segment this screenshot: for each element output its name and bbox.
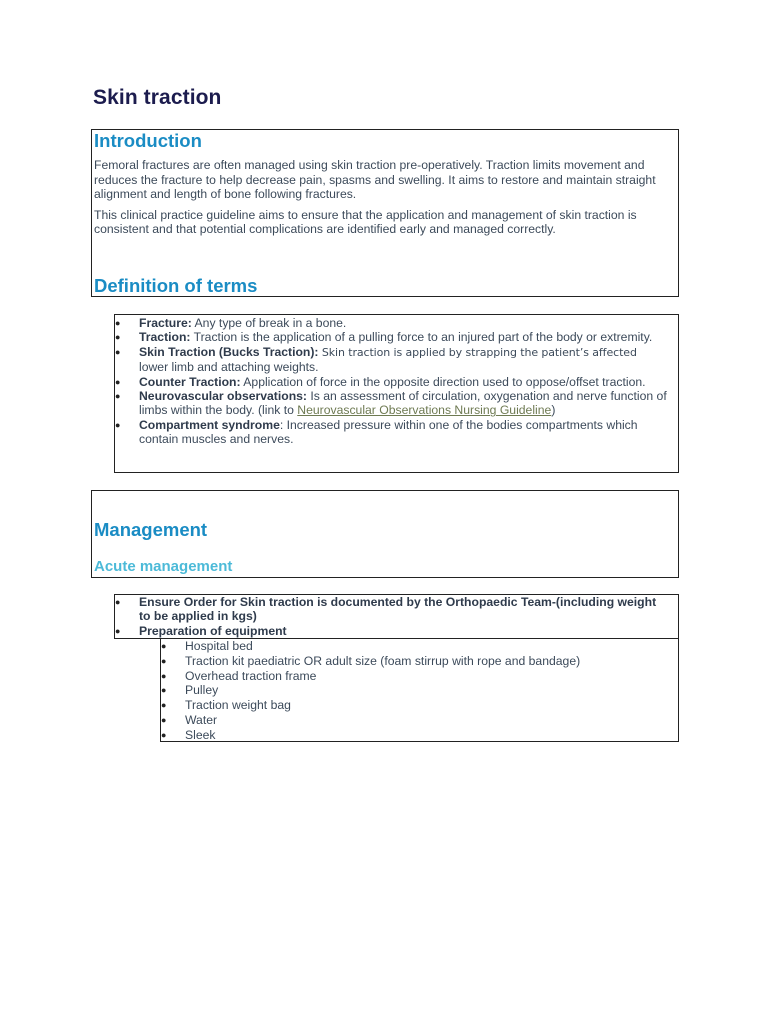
definition-item [115, 344, 674, 375]
bullet-icon: ● [115, 597, 121, 607]
bullet-icon: ● [161, 670, 167, 681]
equipment-item-text: Pulley [185, 683, 219, 698]
introduction-heading: Introduction [94, 130, 202, 151]
equipment-item-text: Traction kit paediatric OR adult size (foam stirrup with rope and bandage) [185, 653, 581, 668]
definition-text-end: ) [551, 403, 556, 418]
bullet-icon: ● [161, 700, 167, 711]
equipment-item-text: Hospital bed [185, 639, 253, 653]
definition-term: Neurovascular observations: [139, 389, 307, 404]
acute-item [115, 623, 659, 638]
bullet-icon: ● [161, 714, 167, 725]
definition-text: Is an assessment of circulation, oxygenation and nerve function of limbs within the body. (link to [139, 389, 667, 418]
equipment-item-text: Overhead traction frame [185, 668, 317, 683]
definition-text: Skin traction is applied by strapping the patient’s affected [318, 345, 637, 359]
bullet-icon: ● [115, 419, 121, 430]
acute-item-text: Ensure Order for Skin traction is documented by the Orthopaedic Team-(including weight to be applied in kgs) [139, 595, 657, 624]
neurovascular-guideline-link[interactable]: Neurovascular Observations Nursing Guideline [297, 403, 552, 418]
equipment-item [161, 639, 675, 654]
equipment-item [161, 668, 675, 684]
acute-item [115, 595, 659, 624]
management-heading: Management [94, 519, 208, 540]
bullet-icon: ● [161, 685, 167, 696]
definition-text: Application of force in the opposite direction used to oppose/offset traction. [240, 374, 646, 389]
definition-text: Any type of break in a bone. [191, 316, 347, 330]
definition-term: Fracture: [139, 316, 192, 330]
bullet-icon: ● [161, 655, 167, 666]
equipment-item [161, 712, 675, 728]
definitions-list-box [114, 314, 679, 473]
introduction-paragraph-2: This clinical practice guideline aims to ensure that the application and management of skin traction is consistent and that potential complications are identified early and managed correctly. [94, 207, 637, 237]
definition-term: Traction: [139, 330, 191, 345]
equipment-list-box [160, 638, 679, 742]
equipment-list [161, 639, 675, 743]
bullet-icon: ● [115, 376, 121, 387]
management-section [91, 490, 679, 578]
bullet-icon: ● [115, 625, 121, 636]
definition-item [115, 316, 674, 330]
equipment-item [161, 683, 675, 698]
definition-text: : Increased pressure within one of the bodies compartments which contain muscles and nerves. [139, 417, 638, 447]
equipment-item [161, 698, 675, 713]
definition-item [115, 389, 674, 418]
bullet-icon: ● [161, 729, 167, 740]
definition-text-continued: lower limb and attaching weights. [139, 360, 319, 375]
bullet-icon: ● [115, 332, 121, 343]
page-title: Skin traction [93, 86, 222, 109]
definition-item [115, 330, 674, 345]
acute-item-text: Preparation of equipment [139, 623, 287, 638]
equipment-item-text: Sleek [185, 727, 216, 742]
definition-term: Counter Traction: [139, 374, 241, 389]
definitions-heading: Definition of terms [94, 275, 258, 296]
definition-item [115, 374, 674, 389]
equipment-item-text: Traction weight bag [185, 698, 291, 713]
acute-management-heading: Acute management [94, 558, 233, 575]
introduction-section [91, 129, 679, 297]
bullet-icon: ● [115, 318, 121, 328]
acute-management-list [115, 595, 659, 638]
definition-term: Compartment syndrome [139, 417, 280, 432]
acute-management-list-box [114, 594, 679, 639]
definition-term: Skin Traction (Bucks Traction): [139, 344, 319, 359]
definition-text: Traction is the application of a pulling force to an injured part of the body or extremity. [190, 330, 653, 345]
equipment-item [161, 653, 675, 669]
equipment-item [161, 727, 675, 743]
definition-item [115, 417, 674, 447]
bullet-icon: ● [115, 391, 121, 402]
bullet-icon: ● [115, 346, 121, 357]
definitions-list [115, 316, 674, 447]
equipment-item-text: Water [185, 712, 218, 727]
bullet-icon: ● [161, 641, 167, 651]
introduction-paragraph-1: Femoral fractures are often managed using skin traction pre-operatively. Traction limits movement and reduces the fracture to help decrease pain, spasms and swelling. It aims to restore and maintain straight alignment and length of bone following fractures. [94, 158, 656, 202]
